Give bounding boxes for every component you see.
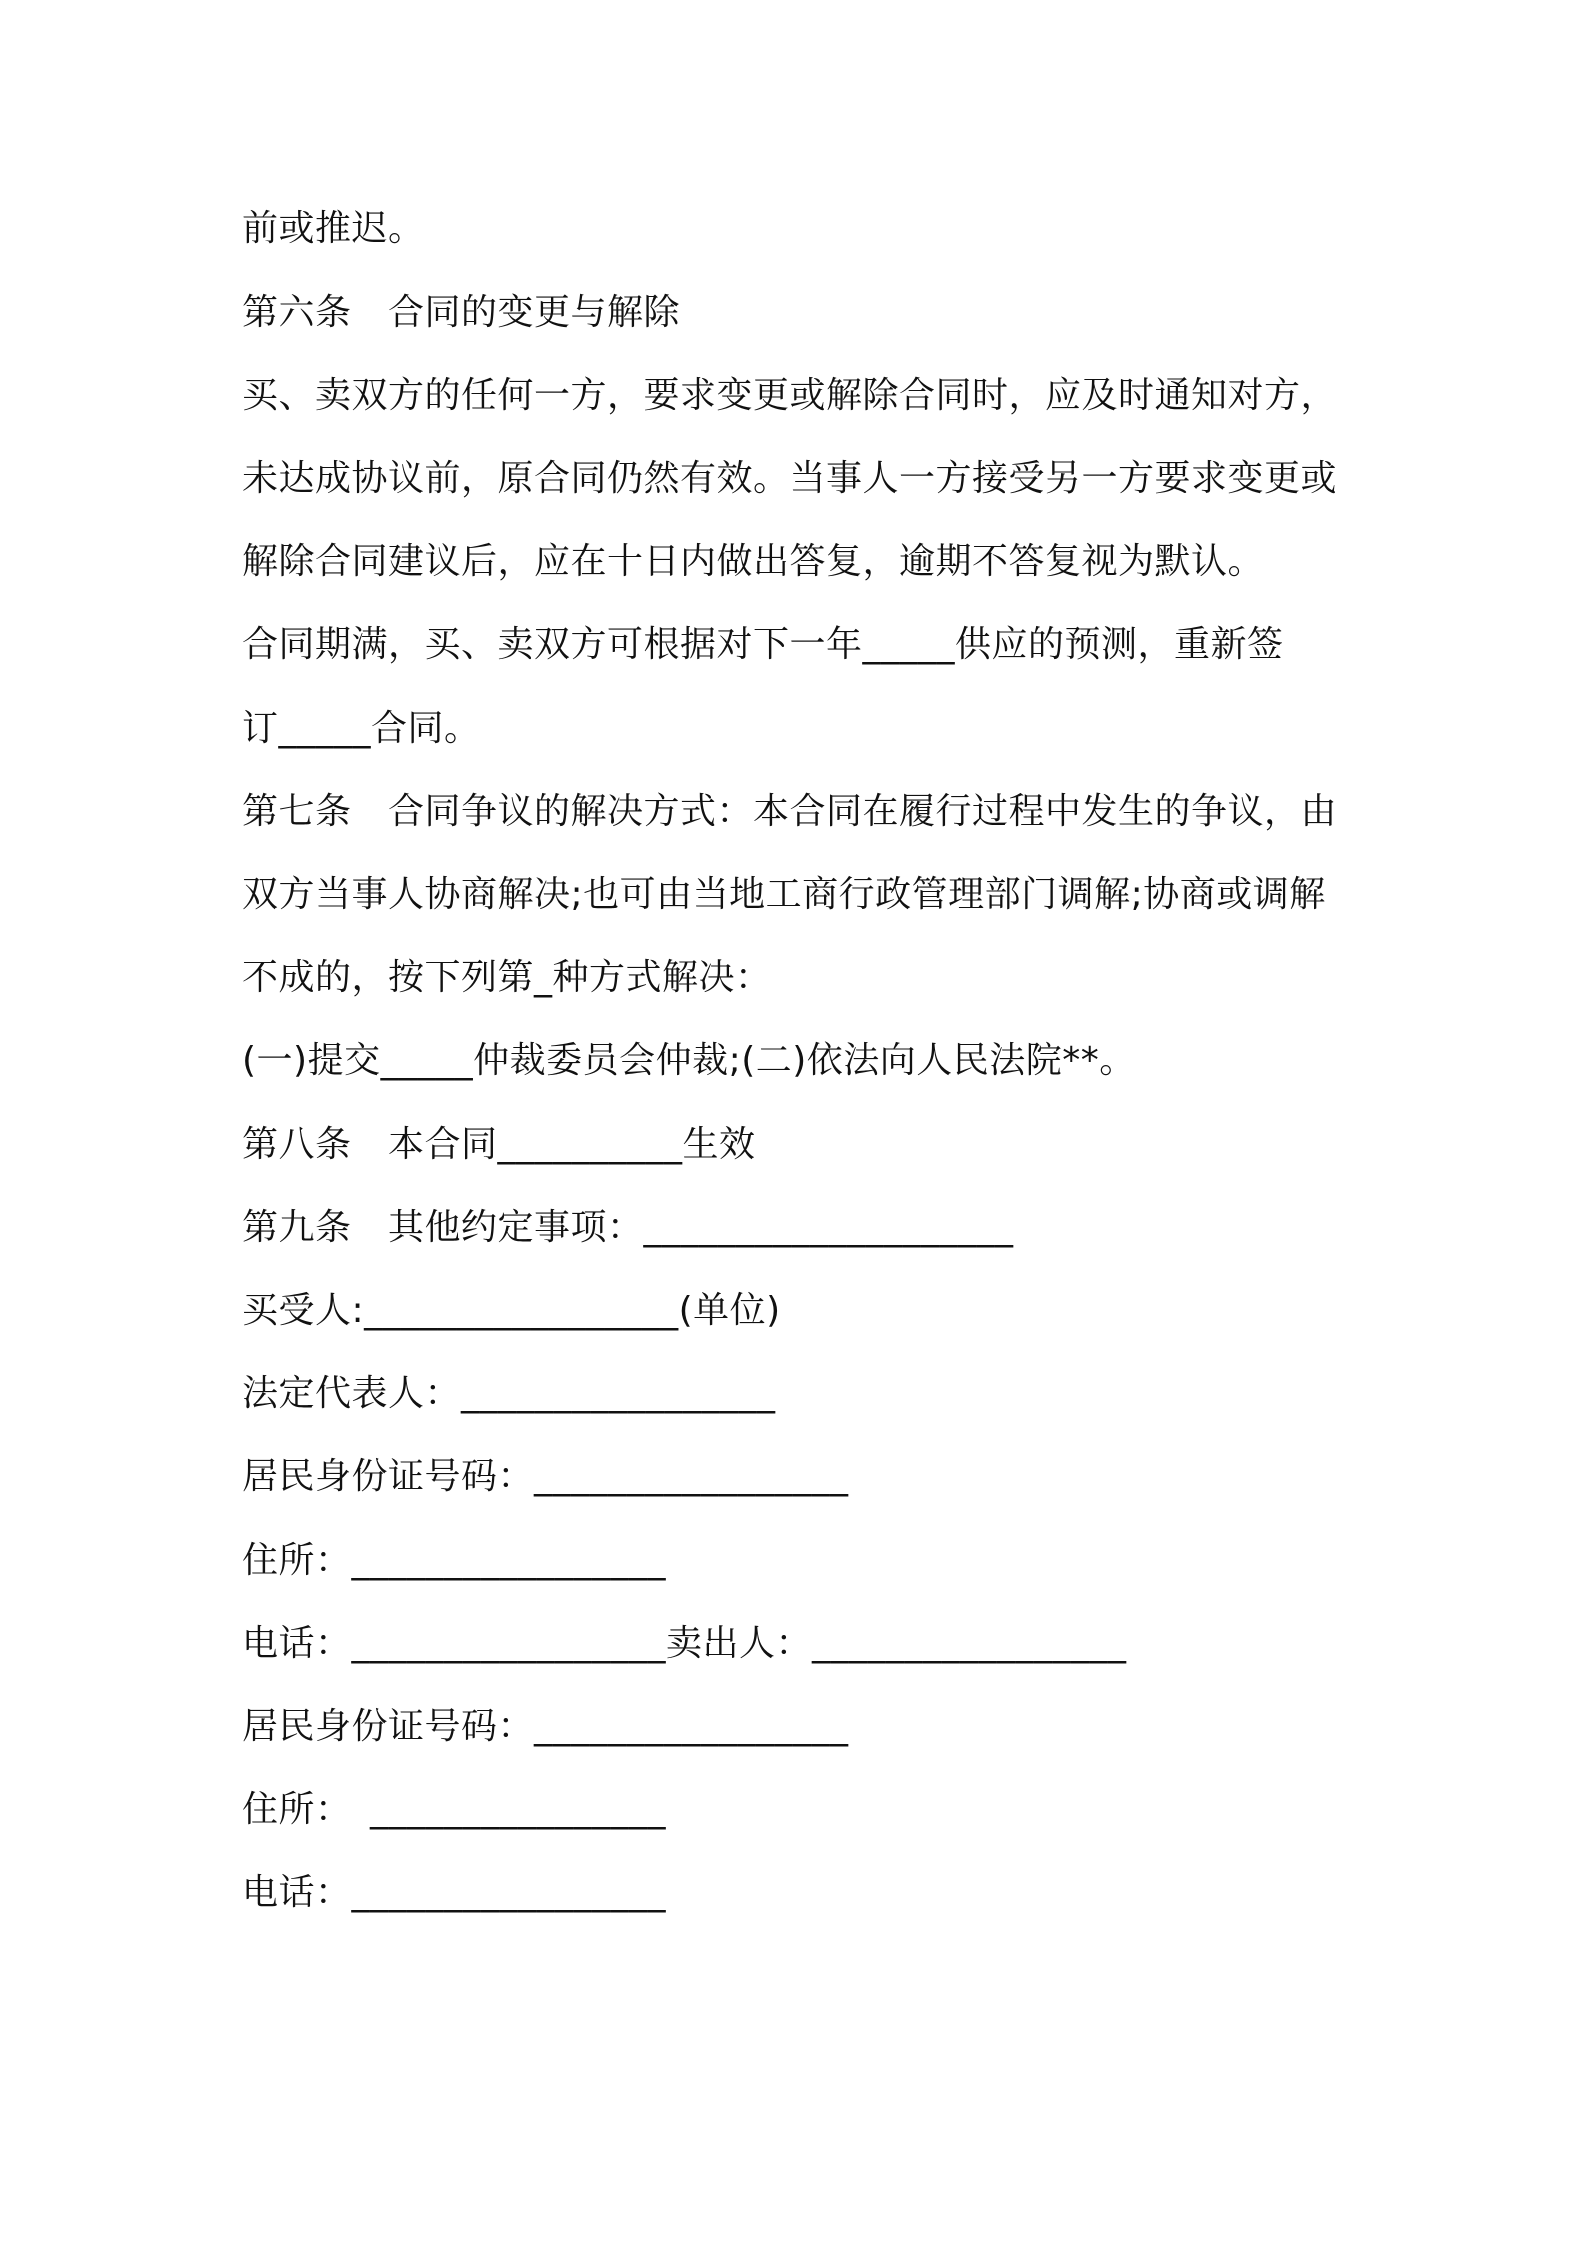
article-6-line-2: 未达成协议前，原合同仍然有效。当事人一方接受另一方要求变更或 [242, 458, 1338, 499]
article-7-line-3: 不成的，按下列第_种方式解决： [242, 957, 772, 998]
article-7-line-2: 双方当事人协商解决;也可由当地工商行政管理部门调解;协商或调解 [242, 874, 1326, 915]
article-6-line-4: 合同期满，买、卖双方可根据对下一年_____供应的预测，重新签 [242, 624, 1284, 665]
buyer-address-field: 住所：_________________ [242, 1540, 667, 1581]
text-line-continuation: 前或推迟。 [242, 208, 425, 249]
seller-phone-field: 电话：_________________ [242, 1872, 667, 1913]
article-6-line-1: 买、卖双方的任何一方，要求变更或解除合同时，应及时通知对方， [242, 375, 1338, 416]
buyer-field: 买受人:_________________(单位) [242, 1290, 781, 1331]
article-7-options: (一)提交_____仲裁委员会仲裁;(二)依法向人民法院**。 [242, 1040, 1136, 1081]
phone-seller-field: 电话：_________________卖出人：_________________ [242, 1623, 1127, 1664]
article-6-line-3: 解除合同建议后，应在十日内做出答复，逾期不答复视为默认。 [242, 541, 1265, 582]
legal-rep-field: 法定代表人：_________________ [242, 1373, 776, 1414]
buyer-id-field: 居民身份证号码：_________________ [242, 1456, 849, 1497]
article-6-heading: 第六条 合同的变更与解除 [242, 292, 681, 333]
article-6-line-5: 订_____合同。 [242, 708, 481, 749]
article-9: 第九条 其他约定事项：____________________ [242, 1207, 1014, 1248]
seller-id-field: 居民身份证号码：_________________ [242, 1706, 849, 1747]
seller-address-field: 住所： ________________ [242, 1789, 667, 1830]
article-7-line-1: 第七条 合同争议的解决方式：本合同在履行过程中发生的争议，由 [242, 791, 1338, 832]
article-8: 第八条 本合同__________生效 [242, 1124, 756, 1165]
